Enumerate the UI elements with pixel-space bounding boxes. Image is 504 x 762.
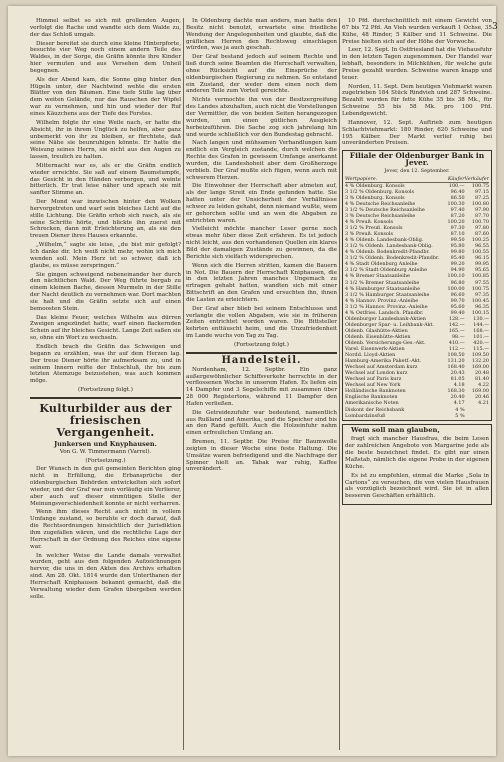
table-cell: 100.45 (471, 297, 489, 304)
table-cell: 87.20 (450, 213, 465, 219)
page-number: 3 (492, 22, 498, 32)
table-cell: 100.15 (471, 309, 489, 316)
paragraph: Es ist zu empfehlen, einmal die Marke „Sola in Cartons“ zu versuchen, die von vielen Hausfrauen als vorzüglich bezeichnet wird. Sie ist in allen besseren Geschäften erhältlich. (345, 472, 489, 500)
table-cell: Nordd. Lloyd-Aktien (345, 352, 396, 359)
table-cell: 20.40 (450, 394, 465, 401)
table-cell: 99.80 (450, 249, 465, 256)
series-byline: Von G. W. Timmermann (Varrel). (59, 448, 152, 455)
table-cell: 142.— (448, 321, 465, 328)
table-header-cell: Käufer (445, 176, 465, 183)
table-cell: Oldenb. Eisenhütte-Aktien (345, 333, 411, 340)
table-cell: Wechsel auf Amsterdam kurz (345, 364, 418, 371)
table-cell: 4 % Oldenb. Landesbank-Oblig. (345, 237, 424, 244)
table-cell: 420.— (473, 339, 489, 346)
table-cell: 3 % Preuß. Konsols (345, 231, 394, 238)
table-cell: 130.— (473, 315, 489, 322)
bank-quotes-title: Filiale der Oldenburger Bank in Jever. (349, 151, 485, 168)
table-cell: 3 1/2 % Bremer Staatsanleihe (345, 279, 420, 286)
table-cell: 3 1/2 % Stadt Oldenburg Anleihe (345, 267, 427, 274)
table-cell: 3 % Oldenburg. Konsols (345, 194, 405, 201)
table-cell: 97.15 (474, 188, 489, 195)
table-header-cell: Wertpapiere. (345, 176, 445, 183)
column-2 (186, 18, 337, 750)
paragraph: Norden, 11. Sept. Dem heutigen Viehmarkt waren zugetrieben 184 Stück Rindvieh und 287 Schweine. Bezahlt wurden für fette Kühe 35 bis 38 Mk., für Schweine 55 bis 58 Mk. pro 100 Pfd. Lebendgewicht. (342, 83, 492, 117)
continued-note: (Fortsetzung folgt.) (233, 341, 289, 348)
table-cell: Diskont der Reichsbank (345, 406, 405, 413)
series-subhead: Junkersen und Knyphausen. (54, 439, 157, 448)
table-row (345, 413, 489, 419)
table-cell: 96.35 (474, 303, 489, 310)
table-cell: 3 1/2 % Preuß. Konsols (345, 225, 403, 232)
bank-quotes-table (345, 176, 489, 419)
table-cell: Lombardzinsfuß (345, 412, 386, 419)
table-cell: 100.75 (471, 285, 489, 292)
table-cell: 87.60 (474, 231, 489, 238)
series-body (30, 466, 181, 600)
table-cell: 100.10 (447, 273, 465, 280)
paragraph: Nichts vermochte ihn von der Besitzergreifung des Landes abzuhalten, auch nicht die Vorstellungen der Vermittler, die von beiden Seiten herangezogen wurden, um einen gütlichen Ausgleich herbeizuführen. Die Sache zog sich jahrelang hin und wurde schließlich vor den Bundestag gebracht. (186, 97, 337, 138)
table-cell: 100.25 (471, 237, 489, 244)
table-cell: Oldenb. Glashütte-Aktien (345, 327, 408, 334)
advertisement (342, 424, 492, 505)
paragraph: Vielleicht möchte mancher Leser gerne noch etwas mehr über diese Zeit erfahren. Es ist jedoch nicht leicht, aus den vorhandenen Quellen ein klares Bild der damaligen Zustände zu gewinnen, da die Berichte sich vielfach widersprechen. (186, 226, 337, 260)
table-cell: 3 1/2 % Oldenb. Landesbank-Oblig. (345, 243, 433, 250)
table-cell: Wechsel auf Paris kurz (345, 376, 402, 383)
table-cell: 81.40 (474, 376, 489, 383)
paragraph: Nach langen und mühsamen Verhandlungen kam endlich ein Vergleich zustande, durch welchen die Rechte des Grafen in gewissem Umfange anerkannt wurden, die Landeshoheit aber dem Großherzoge verblieb. Der Graf mußte sich fügen, wenn auch mit schwerem Herzen. (186, 140, 337, 181)
table-cell: 4 % Preuß. Konsols (345, 219, 394, 226)
table-cell: 97.80 (474, 225, 489, 232)
table-cell: 168.— (473, 327, 489, 334)
table-cell: 168.30 (447, 388, 465, 395)
continued-note: (Fortsetzung folgt.) (77, 387, 133, 394)
table-cell: Oldenburger Landesbank-Aktien (345, 315, 426, 322)
table-cell: 20.48 (474, 370, 489, 377)
table-cell: 4 % (455, 406, 465, 413)
table-cell: 97.30 (450, 225, 465, 232)
table-cell: Oldenb. Versicherungs-Ges.-Akt. (345, 339, 426, 346)
paragraph: Sie gingen schweigend nebeneinander her durch den nächtlichen Wald. Der Weg führte bergab zu einem kleinen Bache, dessen Murmeln in der Stille der Nacht deutlich zu vernehmen war. Dort machten sie halt und die Gräfin setzte sich auf einen bemoosten Stein. (30, 271, 181, 312)
paragraph: Leer, 12. Sept. In Ostfriesland hat die Viehausfuhr in den letzten Tagen zugenommen. Der Handel war lebhaft, besonders in Milchkühen, für welche gute Preise gezahlt wurden. Schweine waren knapp und teuer. (342, 47, 492, 81)
table-cell: Englische Banknoten (345, 394, 398, 401)
paragraph: Wilhelm folgte ihr eine Weile nach, er hatte die Absicht, ihr in ihrem Unglück zu helfen, aber ganz unbemerkt von ihr zu bleiben, er fürchtete, daß seine Nähe sie beunruhigen könnte. Er hatte die Weisung seines Herrn, sie nicht aus den Augen zu lassen, treulich zu halten. (30, 119, 181, 161)
table-cell: 410.— (448, 339, 465, 346)
table-cell: 4 % Stadt Oldenburg Anleihe (345, 261, 418, 268)
table-cell: 144.— (473, 321, 489, 328)
table-cell: 100.20 (447, 219, 465, 226)
market-reports (342, 18, 492, 147)
table-cell: 100.75 (471, 182, 489, 189)
table-cell: 100.70 (471, 219, 489, 226)
table-cell: 100.55 (471, 249, 489, 256)
table-cell: Wechsel auf London kurz (345, 370, 408, 377)
paragraph: Wenn sich die Herren stritten, kamen die Bauern in Not. Die Bauern der Herrschaft Kniphausen, die in den letzten Jahren manches Ungemach zu ertragen gehabt hatten, wandten sich mit einer Bittschrift an den Grafen und ersuchten ihn, ihnen die Lasten zu erleichtern. (186, 262, 337, 303)
table-cell: 96.60 (450, 291, 465, 298)
table-cell: 115.— (473, 346, 489, 353)
table-cell: 100.00 (447, 285, 465, 292)
table-cell: 5 % (455, 412, 465, 419)
table-cell: 100.85 (471, 273, 489, 280)
paragraph: Hannover, 12. Sept. Auftrieb zum heutigen Schlachtviehmarkt: 180 Rinder, 620 Schweine und 195 Kälber. Der Markt verlief ruhig bei unveränderten Preisen. (342, 119, 492, 147)
table-cell: 3 % Deutsche Reichsanleihe (345, 213, 416, 219)
table-cell: 99.40 (450, 309, 465, 316)
table-cell: 4.22 (478, 382, 489, 389)
table-cell: 128.— (448, 315, 465, 322)
series-headline: Kulturbilder aus der friesischen Vergangenheit. (39, 401, 172, 439)
table-cell: 4 % Bremer Staatsanleihe (345, 273, 410, 280)
table-cell: 96.80 (450, 279, 465, 286)
table-cell: 96.15 (474, 255, 489, 262)
column-1 (30, 18, 181, 750)
table-cell: 100.— (448, 182, 465, 189)
table-cell: 3 1/2 % Hamburger Staatsanleihe (345, 291, 430, 298)
table-cell: 95.40 (450, 255, 465, 262)
table-cell: 4.18 (453, 382, 465, 389)
table-cell: 86.50 (450, 194, 465, 201)
table-cell: 169.00 (471, 388, 489, 395)
table-cell: 4 % Hannov. Provinz.-Anleihe (345, 297, 419, 304)
table-cell: 96.40 (450, 188, 465, 195)
paragraph: In Oldenburg dachte man anders, man hatte den Besitz nicht benutzt, erwartete eine friedliche Wendung der Angelegenheiten und glaubte, daß die gräflichen Herren den Rechtsweg einschlagen würden, was ja auch geschah. (186, 18, 337, 52)
table-cell: 87.25 (474, 194, 489, 201)
table-cell: 97.35 (474, 291, 489, 298)
paragraph: Die Einwohner der Herrschaft aber atmeten auf, als der lange Streit ein Ende gefunden hatte. Sie hatten unter der Unsicherheit der Verhältnisse schwer zu leiden gehabt, denn niemand wußte, wem er gehorchen sollte und an wen die Abgaben zu entrichten waren. (186, 183, 337, 224)
bank-quotes-date: Jever, den 12. September. (384, 167, 450, 174)
table-cell: 4 % Hamburger Staatsanleihe (345, 285, 420, 292)
paragraph: Nordenham, 12. Septbr. Ein ganz außergewöhnlicher Schiffsverkehr herrschte in der verflossenen Woche in unserem Hafen. Es liefen ein 14 Dampfer und 3 Segelschiffe mit zusammen über 28 000 Registertons, während 11 Dampfer den Hafen verließen. (186, 366, 337, 407)
table-cell: 95.80 (450, 243, 465, 250)
table-cell: 97.55 (474, 279, 489, 286)
table-cell: 165.— (448, 327, 465, 334)
paragraph: 10 Pfd. durchschnittlich mit einem Gewicht von 67 bis 72 Pfd. An Vieh wurden verkauft 1 Ochse, 35 Kühe, 48 Rinder, 5 Kälber und 11 Schweine. Die Preise hielten sich auf der Höhe der Vorwoche. (342, 18, 492, 45)
column-divider (183, 18, 184, 750)
table-cell: 87.10 (450, 231, 465, 238)
table-cell: 109.50 (471, 352, 489, 359)
table-cell: 3 1/2 % Oldenburg. Konsols (345, 188, 415, 195)
paragraph: Mitternacht war es, als er die Gräfin endlich wieder erreichte. Sie saß auf einem Baumstumpfe, das Gesicht in den Händen verborgen, und weinte bitterlich. Er trat leise näher und sprach sie mit sanfter Stimme an. (30, 162, 181, 197)
series-continued: (Fortsetzung.) (85, 457, 126, 464)
table-cell: 81.05 (450, 376, 465, 383)
ad-body (345, 436, 489, 500)
table-cell: 95.60 (450, 303, 465, 310)
table-cell: 131.20 (447, 358, 465, 365)
table-cell: 95.65 (474, 267, 489, 274)
paragraph: Bremen, 11. Septbr. Die Preise für Baumwolle zeigten in dieser Woche eine feste Haltung. Die Umsätze waren befriedigend und die Nachfrage der Spinner hielt an. Tabak war ruhig, Kaffee unverändert. (186, 439, 337, 473)
table-cell: 4 % Ostfries. Landsch. Pfandbr. (345, 309, 424, 316)
table-cell: 3 1/2 % Oldenb. Bodenkredit-Pfandbr. (345, 255, 440, 262)
paragraph: fragt sich mancher Hausfrau, die beim Lesen der zahlreichen Angebote von Margarine jede als die beste bezeichnet findet. Es gibt nur einen Maßstab, nämlich die eigene Probe in der eigenen Küche. (345, 436, 489, 470)
section-divider (30, 397, 181, 399)
newspaper-page (8, 6, 496, 756)
paragraph: Das kleine Feuer, welches Wilhelm aus dürren Zweigen angezündet hatte, warf einen flackernden Schein auf ihr bleiches Gesicht. Lange Zeit saßen sie so, ohne ein Wort zu wechseln. (30, 314, 181, 342)
table-cell: 3 1/2 % Hannov. Provinz.-Anleihe (345, 303, 428, 310)
table-cell: 169.00 (471, 364, 489, 371)
table-cell: 132.20 (471, 358, 489, 365)
table-cell: 3 1/2 % Deutsche Reichsanleihe (345, 206, 425, 213)
paragraph: Wenn ihm dieses Recht auch nicht in vollem Umfange zustand, so beruhte er doch darauf, daß die Rechtsordnungen hinsichtlich der Jurisdiktion ihm zugefallen wären, und die rechtliche Lage der Herrschaft in der Ordnung des Reiches eine eigene war. (30, 509, 181, 550)
table-cell: Oldenburger Spar- u. Leihbank-Akt. (345, 321, 435, 328)
table-cell: 99.50 (450, 237, 465, 244)
table-cell: 97.90 (474, 206, 489, 213)
ad-headline: Wem soll man glauben, (351, 425, 440, 434)
table-cell: 96.55 (474, 243, 489, 250)
table-cell: 98.— (451, 333, 465, 340)
paragraph: In welcher Weise die Lande damals verwaltet wurden, geht aus den folgenden Aufzeichnungen hervor, die uns in den Akten des Archivs erhalten sind. Am 28. Okt. 1814 wurde den Unterthanen der Herrschaft Kniphausen bekannt gemacht, daß die Verwaltung wieder dem Grafen übergeben werden solle. (30, 552, 181, 600)
bank-quotes-box (342, 150, 492, 420)
paragraph: „Wilhelm,“ sagte sie leise, „du bist mir gefolgt? Ich danke dir. Ich weiß nicht mehr, wohin ich mich wenden soll. Mein Herz ist so schwer, daß ich glaube, es müsse zerspringen.“ (30, 242, 181, 269)
table-cell: 4 % Oldenburg. Konsols (345, 182, 405, 189)
column-divider (339, 18, 340, 750)
trade-section-title: Handelsteil. (221, 354, 302, 366)
paragraph: Die Getreidezufuhr war bedeutend, namentlich aus Rußland und Amerika, und die Speicher sind bis an den Rand gefüllt. Auch die Holzeinfuhr nahm einen erfreulichen Umfang an. (186, 409, 337, 437)
table-cell: 20.46 (474, 394, 489, 401)
paragraph: Himmel selbst so sich mit grollenden Augen, verfolgt die Rache und wandte sich dem Walde zu, der das Schloß umgab. (30, 18, 181, 38)
table-header-cell: Verkäufer (464, 175, 489, 182)
table-cell: Varel. Eisenwerk-Aktien (345, 346, 405, 353)
table-cell: Amerikanische Noten (345, 400, 399, 407)
table-cell: 20.43 (450, 370, 465, 377)
table-cell: 4.21 (478, 400, 489, 407)
column-3 (342, 18, 492, 750)
section-divider (186, 352, 337, 354)
table-cell: 100.30 (447, 200, 465, 207)
table-cell: 97.40 (450, 206, 465, 213)
paragraph: Der Graf bestand jedoch auf seinem Rechte und ließ durch seine Beamten die Herrschaft verwalten, ohne Rücksicht auf die Einsprüche der oldenburgischen Regierung zu nehmen. So entstand ein Zustand, der weder dem einen noch dem anderen Teile zum Vorteil gereichte. (186, 54, 337, 95)
paragraph: Endlich brach die Gräfin das Schweigen und begann zu erzählen, was ihr auf dem Herzen lag. Der treue Diener hörte ihr aufmerksam zu, und in seinem Innern reifte der Entschluß, ihr bis zum letzten Atemzuge beizustehen, was auch kommen möge. (30, 343, 181, 385)
column-2-story (186, 18, 337, 340)
table-cell: Holländische Banknoten (345, 388, 406, 395)
table-cell: 168.40 (447, 364, 465, 371)
table-cell (465, 413, 489, 419)
table-cell: 100.80 (471, 200, 489, 207)
table-cell: Wechsel auf New York (345, 382, 401, 389)
column-1-story (30, 18, 181, 385)
table-cell: 4 % Oldenb. Bodenkredit-Pfandbr. (345, 249, 430, 256)
trade-body (186, 367, 337, 474)
table-cell: 99.70 (450, 297, 465, 304)
table-cell: 4.17 (453, 400, 465, 407)
table-cell: Hamburg-Amerika Paketf.-Akt. (345, 358, 422, 365)
paragraph: Als der Abend kam, die Sonne ging hinter den Hügeln unter, der Nachtwind wehte die ersten Blätter von den Bäumen. Eine tiefe Stille lag über dem weiten Gelände, nur das Rauschen der Wipfel war zu vernehmen, und hin und wieder der Ruf eines Käuzchens aus der Tiefe des Forstes. (30, 76, 181, 117)
table-cell: 101.— (473, 333, 489, 340)
table-cell: 94.90 (450, 267, 465, 274)
table-cell: 99.20 (450, 261, 465, 268)
table-cell: 112.— (448, 346, 465, 353)
table-cell: 99.95 (474, 261, 489, 268)
paragraph: Der Graf aber blieb bei seinem Entschlusse und verlangte die vollen Abgaben, wie sie in früheren Zeiten entrichtet worden waren. Die Bittsteller kehrten enttäuscht heim, und die Unzufriedenheit im Lande wuchs von Tag zu Tag. (186, 305, 337, 340)
paragraph: Der Wunsch in den gut gemeinten Berichten ging nicht in Erfüllung, die Erbansprüche der oldenburgischen Behörden entwickelten sich sofort wieder, und der Graf war nun vorläufig ein Verlierer, aber auch auf dieser einmütigen Stelle der Meinungsverschiedenheit konnte er nicht verharren. (30, 466, 181, 507)
table-cell: 4 % Deutsche Reichsanleihe (345, 200, 416, 207)
table-cell: 87.70 (474, 213, 489, 219)
paragraph: Dieser bereitet sie durch eine kleine Hinterpforte, besuchte vier Weg noch einem andern Teile des Waldes, in der Sorge, die Gräfin könnte ihre Kinder hier vermuten und aus Versehen dem Unheil begegnen. (30, 40, 181, 74)
paragraph: Der Mond war inzwischen hinter den Wolken hervorgetreten und warf sein bleiches Licht auf die stille Lichtung. Die Gräfin erhob sich rasch, als sie seine Schritte hörte, und blickte ihn zuerst mit Schrecken, dann mit Erleichterung an, als sie den treuen Diener ihres Hauses erkannte. (30, 199, 181, 240)
table-cell: 108.50 (447, 352, 465, 359)
